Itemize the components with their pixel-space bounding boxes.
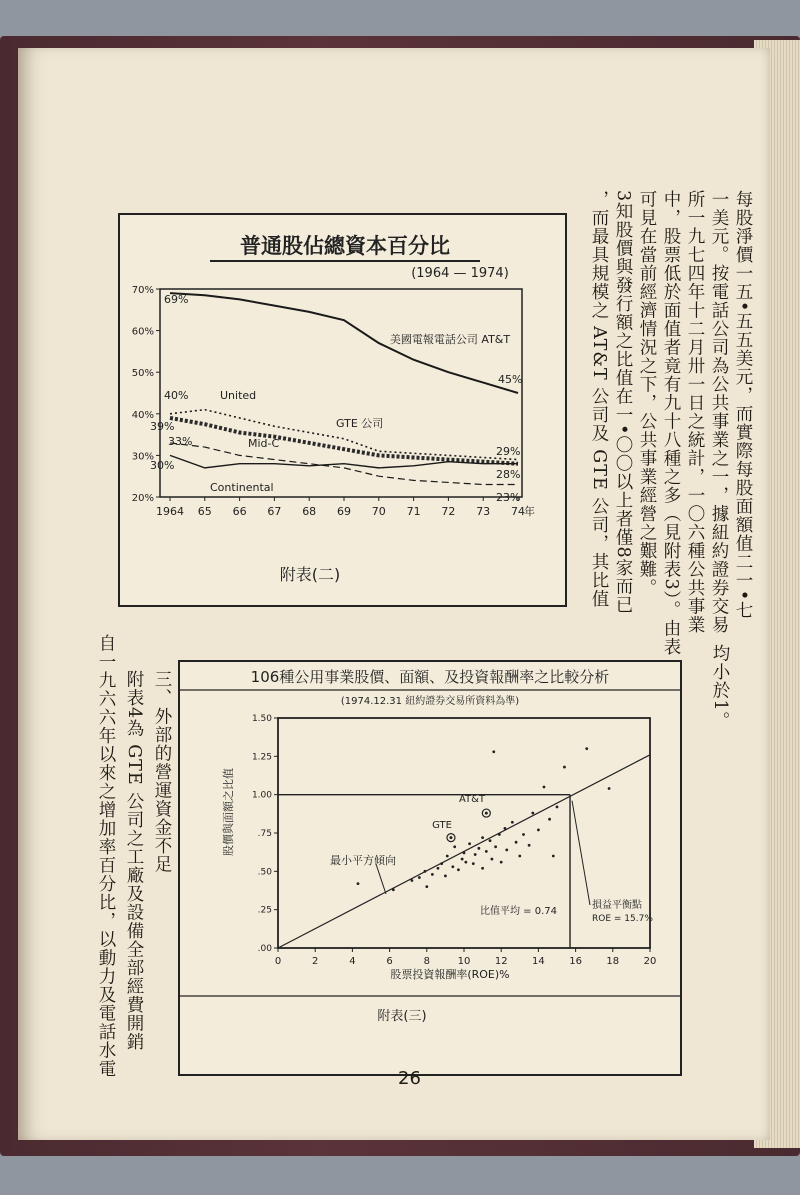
scatter-point [474, 853, 477, 856]
scatter-point [463, 852, 466, 855]
scatter-point [518, 855, 521, 858]
chart2-y-tick-label: .50 [257, 867, 272, 878]
chart2-y-tick-label: 1.50 [251, 714, 272, 724]
breakeven-arrow [572, 801, 590, 905]
continental-line [170, 455, 518, 467]
scatter-point [425, 885, 428, 888]
chart2-subtitle: (1974.12.31 紐約證券交易所資料為準) [340, 696, 520, 707]
ann-45: 45% [498, 373, 523, 386]
scatter-point [552, 855, 555, 858]
scatter-point [444, 875, 447, 878]
scatter-point [392, 888, 395, 891]
scatter-point [531, 812, 534, 815]
left-text-col-1: 三、外部的營運資金不足 [152, 670, 172, 874]
chart1-x-tick-label: 67 [267, 505, 282, 518]
chart2-x-tick-label: 10 [457, 956, 471, 967]
chart2-x-tick-label: 8 [423, 956, 430, 967]
chart1-x-tick-label: 71 [406, 505, 421, 518]
chart2-x-tick-label: 14 [532, 956, 545, 967]
figure-3-box [178, 660, 682, 1076]
regression-arrow [376, 864, 386, 894]
ann-69: 69% [164, 293, 189, 306]
y-axis-label: 股價與面額之比值 [222, 768, 235, 856]
chart2-x-tick-label: 16 [569, 956, 582, 967]
ann-30: 30% [150, 459, 175, 472]
scatter-point [504, 827, 507, 830]
scatter-point [451, 865, 454, 868]
united-label: United [220, 389, 257, 402]
att-label: 美國電報電話公司 AT&T [389, 333, 511, 346]
book-page [18, 48, 770, 1140]
scatter-point [537, 829, 540, 832]
scatter-point [491, 858, 494, 861]
chart2-x-tick-label: 12 [494, 956, 508, 967]
att-point-label: AT&T [458, 794, 486, 805]
utility-comparison-chart [180, 662, 680, 1074]
scatter-point [437, 867, 440, 870]
ann-28: 28% [496, 468, 521, 481]
chart1-y-tick-label: 40% [131, 409, 154, 421]
ann-40: 40% [164, 389, 189, 402]
x-axis-label: 股票投資報酬率(ROE)% [390, 968, 510, 981]
chart2-title: 106種公用事業股價、面額、及投資報酬率之比較分析 [250, 668, 610, 686]
scatter-point [522, 833, 525, 836]
ann-29: 29% [496, 445, 521, 458]
chart2-x-tick-label: 2 [312, 956, 319, 967]
right-text-col-2: 一美元。按電話公司為公共事業之一，據紐約證券交易 [709, 190, 729, 634]
highlight-point [485, 812, 488, 815]
ratio-average-label: 比值平均 = 0.74 [480, 906, 558, 917]
gte-point-label: GTE [432, 820, 452, 831]
chart1-subtitle: (1964 — 1974) [411, 266, 509, 281]
chart1-y-tick-label: 70% [131, 285, 154, 296]
right-text-col-5: 可見在當前經濟情況之下，公共事業經營之艱難。 [637, 190, 657, 597]
right-text-col-7: ，而最具規模之 AT&T 公司及 GTE 公司，其比值 [589, 190, 609, 609]
scatter-point [418, 876, 421, 879]
continuation-text: 均小於1。 [710, 644, 730, 731]
scatter-point [505, 848, 508, 851]
scatter-point [563, 766, 566, 769]
chart1-x-tick-label: 65 [197, 505, 212, 518]
x-unit: 年 [524, 505, 535, 518]
chart1-x-tick-label: 72 [441, 505, 456, 518]
scatter-point [446, 855, 449, 858]
highlight-point [449, 836, 452, 839]
chart1-x-tick-label: 66 [232, 505, 247, 518]
scatter-point [608, 787, 611, 790]
chart2-x-tick-label: 6 [386, 956, 393, 967]
scatter-point [543, 786, 546, 789]
scatter-point [515, 841, 518, 844]
scatter-point [485, 850, 488, 853]
chart1-x-tick-label: 73 [476, 505, 491, 518]
scatter-point [464, 861, 467, 864]
scatter-point [411, 879, 414, 882]
right-text-col-1: 每股淨價一五•五五美元，而實際每股面額值二一•七 [733, 190, 753, 620]
chart1-y-tick-label: 50% [131, 368, 154, 380]
regression-label: 最小平方傾向 [330, 854, 396, 867]
scatter-point [494, 845, 497, 848]
midc-label: Mid-C [248, 437, 280, 450]
common-stock-chart [120, 215, 565, 605]
figure-2-caption: 附表(二) [279, 565, 341, 584]
scatter-point [440, 862, 443, 865]
scatter-point [548, 818, 551, 821]
chart2-x-tick-label: 18 [606, 956, 620, 967]
page-number: 26 [398, 1068, 421, 1089]
scatter-point [477, 847, 480, 850]
chart1-x-tick-label: 74 [511, 505, 525, 518]
ann-23: 23% [496, 491, 521, 504]
scatter-point [461, 858, 464, 861]
chart2-y-tick-label: 1.00 [251, 790, 272, 801]
chart2-x-tick-label: 20 [643, 956, 657, 967]
scatter-point [498, 833, 501, 836]
scatter-point [556, 806, 559, 809]
right-text-col-4: 中，股票低於面值者竟有九十八種之多（見附表3）。由表 [661, 190, 681, 656]
chart1-x-tick-label: 1964 [156, 505, 184, 518]
chart1-y-tick-label: 20% [131, 493, 154, 504]
ann-39: 39% [150, 420, 175, 433]
scatter-point [585, 747, 588, 750]
chart2-y-tick-label: .00 [257, 944, 272, 954]
chart2-x-tick-label: 0 [274, 956, 282, 967]
chart1-title: 普通股佔總資本百分比 [240, 234, 450, 258]
gte-label: GTE 公司 [336, 417, 384, 430]
scatter-point [528, 844, 531, 847]
chart2-y-tick-label: 1.25 [251, 752, 272, 763]
right-text-col-3: 所一九七四年十二月卅一日之統計，一〇六種公共事業 [685, 190, 705, 634]
chart1-x-tick-label: 70 [371, 505, 386, 518]
scatter-point [481, 867, 484, 870]
ann-33: 33% [168, 435, 193, 448]
left-text-col-3: 自一九六六年以來之增加率百分比，以動力及電話水電 [96, 634, 116, 1078]
chart1-y-tick-label: 60% [131, 326, 154, 338]
scatter-point [472, 862, 475, 865]
chart1-x-tick-label: 69 [337, 505, 351, 518]
scatter-point [457, 868, 460, 871]
chart1-x-tick-label: 68 [302, 505, 317, 518]
breakeven-roe-label: ROE = 15.7% [592, 914, 653, 924]
scatter-point [468, 842, 471, 845]
scatter-point [357, 882, 360, 885]
scatter-point [492, 750, 495, 753]
figure-2-box [118, 213, 567, 607]
chart2-y-tick-label: .75 [257, 829, 272, 839]
scatter-point [424, 870, 427, 873]
right-text-col-6: 3知股價與發行額之比值在一•〇〇以上者僅8家而已 [613, 190, 633, 615]
scatter-point [431, 873, 434, 876]
continental-label: Continental [210, 481, 274, 494]
chart2-x-tick-label: 4 [349, 956, 356, 967]
figure-3-caption: 附表(三) [377, 1009, 427, 1024]
scatter-point [481, 836, 484, 839]
chart1-y-tick-label: 30% [131, 451, 154, 463]
scatter-point [511, 821, 514, 824]
breakeven-label: 損益平衡點 [592, 900, 642, 911]
scatter-point [500, 861, 503, 864]
left-text-col-2: 附表4為 GTE 公司之工廠及設備全部經費開銷 [124, 670, 144, 1052]
chart2-y-tick-label: .25 [257, 905, 272, 916]
scatter-point [453, 845, 456, 848]
scatter-point [489, 839, 492, 842]
